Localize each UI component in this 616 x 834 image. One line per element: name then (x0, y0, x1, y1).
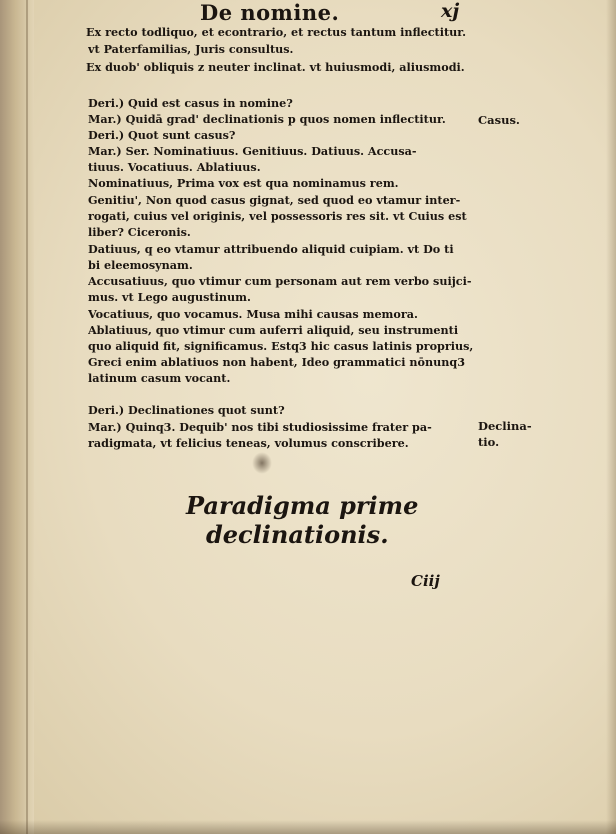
text-line: latinum casum vocant. (88, 372, 231, 385)
text-line: vt Paterfamilias, Juris consultus. (88, 43, 294, 56)
text-line: rogati, cuius vel originis, vel possessoris res sit. vt Cuius est (88, 210, 467, 223)
paradigm-heading-line-2: declinationis. (206, 520, 389, 549)
paradigm-heading-line-1: Paradigma prime (186, 491, 419, 520)
page-gutter (0, 0, 34, 834)
text-line: radigmata, vt felicius teneas, volumus conscribere. (88, 437, 409, 450)
text-line: Deri.) Quid est casus in nomine? (88, 97, 293, 110)
text-line: Datiuus, q eo vtamur attribuendo aliquid cuipiam. vt Do ti (88, 243, 454, 256)
page-bottom-shadow (0, 820, 616, 834)
margin-note-casus: Casus. (478, 113, 520, 127)
margin-note-declinatio: Declina- (478, 419, 532, 433)
text-line: Ex duob' obliquis z neuter inclinat. vt huiusmodi, aliusmodi. (86, 61, 465, 74)
text-line: quo aliquid fit, significamus. Estq3 hic casus latinis proprius, (88, 340, 473, 353)
text-line: Ex recto todliquo, et econtrario, et rectus tantum inflectitur. (86, 26, 467, 39)
text-line: liber? Ciceronis. (88, 226, 191, 239)
text-line: mus. vt Lego augustinum. (88, 291, 251, 304)
text-line: Genitiu', Non quod casus gignat, sed quod eo vtamur inter- (88, 194, 461, 207)
ink-stain (252, 452, 272, 474)
text-line: bi eleemosynam. (88, 259, 193, 272)
text-line: Mar.) Quinq3. Dequib' nos tibi studiosissime frater pa- (88, 421, 432, 434)
text-line: Vocatiuus, quo vocamus. Musa mihi causas memora. (88, 308, 418, 321)
text-line: Greci enim ablatiuos non habent, Ideo grammatici nōnunq3 (88, 356, 465, 369)
text-line: Deri.) Quot sunt casus? (88, 129, 236, 142)
text-line: Deri.) Declinationes quot sunt? (88, 404, 285, 417)
signature-mark: Ciij (411, 572, 440, 590)
margin-note-declinatio-end: tio. (478, 435, 500, 449)
folio-number: xj (441, 0, 460, 22)
running-head: De nomine. (200, 0, 340, 25)
text-line: Mar.) Quidā grad' declinationis p quos nomen inflectitur. (88, 113, 446, 126)
text-line: Accusatiuus, quo vtimur cum personam aut rem verbo suijci- (88, 275, 472, 288)
page-edge-shadow (606, 0, 616, 834)
gutter-fold (26, 0, 28, 834)
text-line: tiuus. Vocatiuus. Ablatiuus. (88, 161, 261, 174)
text-line: Mar.) Ser. Nominatiuus. Genitiuus. Datiuus. Accusa- (88, 145, 417, 158)
text-line: Nominatiuus, Prima vox est qua nominamus rem. (88, 177, 399, 190)
text-line: Ablatiuus, quo vtimur cum auferri aliquid, seu instrumenti (88, 324, 459, 337)
